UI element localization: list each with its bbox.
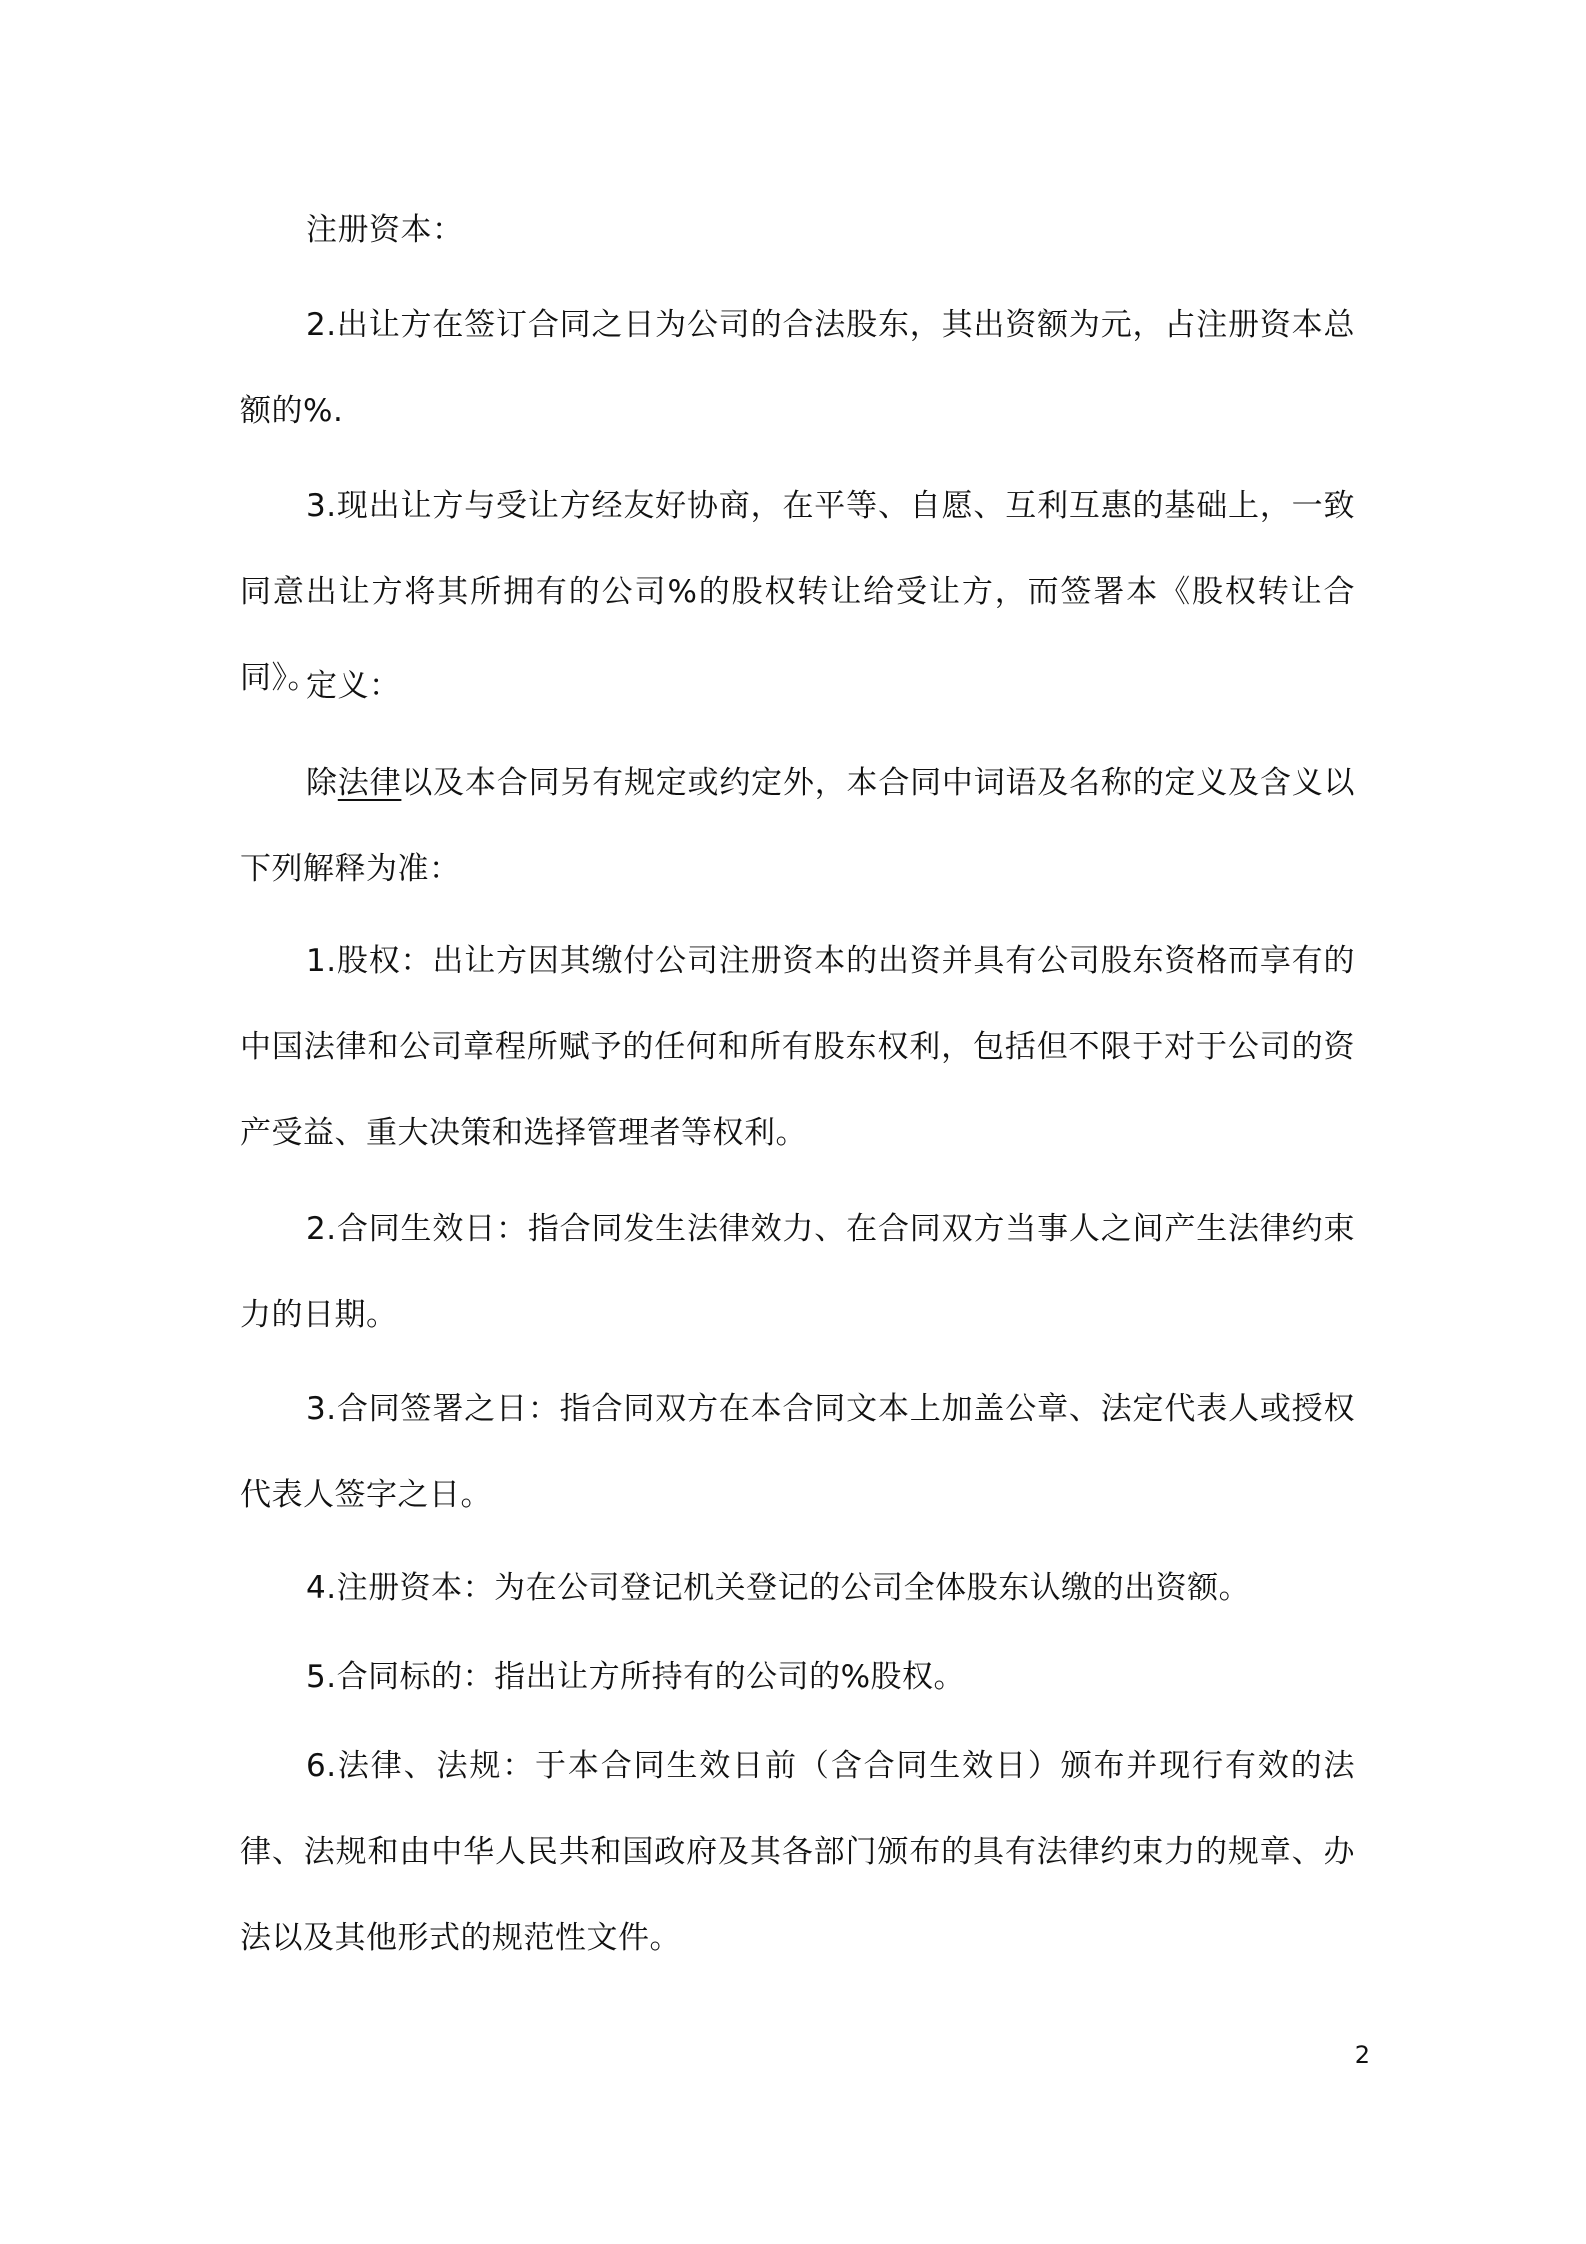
definitions-intro-rest: 以及本合同另有规定或约定外，本合同中词语及名称的定义及含义以下列解释为准： (240, 765, 1355, 887)
paragraph-2-transferor-capital: 2.出让方在签订合同之日为公司的合法股东，其出资额为元，占注册资本总额的%. (240, 307, 1355, 429)
paragraph-definitions-heading: 定义： (306, 668, 401, 704)
definition-2-effective-date: 2.合同生效日：指合同发生法律效力、在合同双方当事人之间产生法律约束力的日期。 (240, 1211, 1355, 1333)
page-number: 2 (1354, 2041, 1370, 2069)
paragraph-3-agreement: 3.现出让方与受让方经友好协商，在平等、自愿、互利互惠的基础上，一致同意出让方将其所拥有的公司%的股权转让给受让方，而签署本《股权转让合同》。 (240, 488, 1355, 696)
definitions-intro-prefix: 除 (306, 765, 338, 801)
paragraph-definitions-intro (240, 740, 1355, 912)
definition-5-contract-subject: 5.合同标的：指出让方所持有的公司的%股权。 (306, 1659, 966, 1695)
definition-3-signing-date: 3.合同签署之日：指合同双方在本合同文本上加盖公章、法定代表人或授权代表人签字之日。 (240, 1391, 1355, 1513)
law-link[interactable]: 法律 (337, 765, 402, 801)
definition-6-laws-regulations: 6.法律、法规：于本合同生效日前（含合同生效日）颁布并现行有效的法律、法规和由中华人民共和国政府及其各部门颁布的具有法律约束力的规章、办法以及其他形式的规范性文件。 (240, 1748, 1355, 1956)
definition-1-equity: 1.股权：出让方因其缴付公司注册资本的出资并具有公司股东资格而享有的中国法律和公司章程所赋予的任何和所有股东权利，包括但不限于对于公司的资产受益、重大决策和选择管理者等权利。 (240, 943, 1355, 1151)
paragraph-registered-capital-heading: 注册资本： (306, 212, 464, 248)
definition-4-registered-capital: 4.注册资本：为在公司登记机关登记的公司全体股东认缴的出资额。 (306, 1570, 1251, 1606)
